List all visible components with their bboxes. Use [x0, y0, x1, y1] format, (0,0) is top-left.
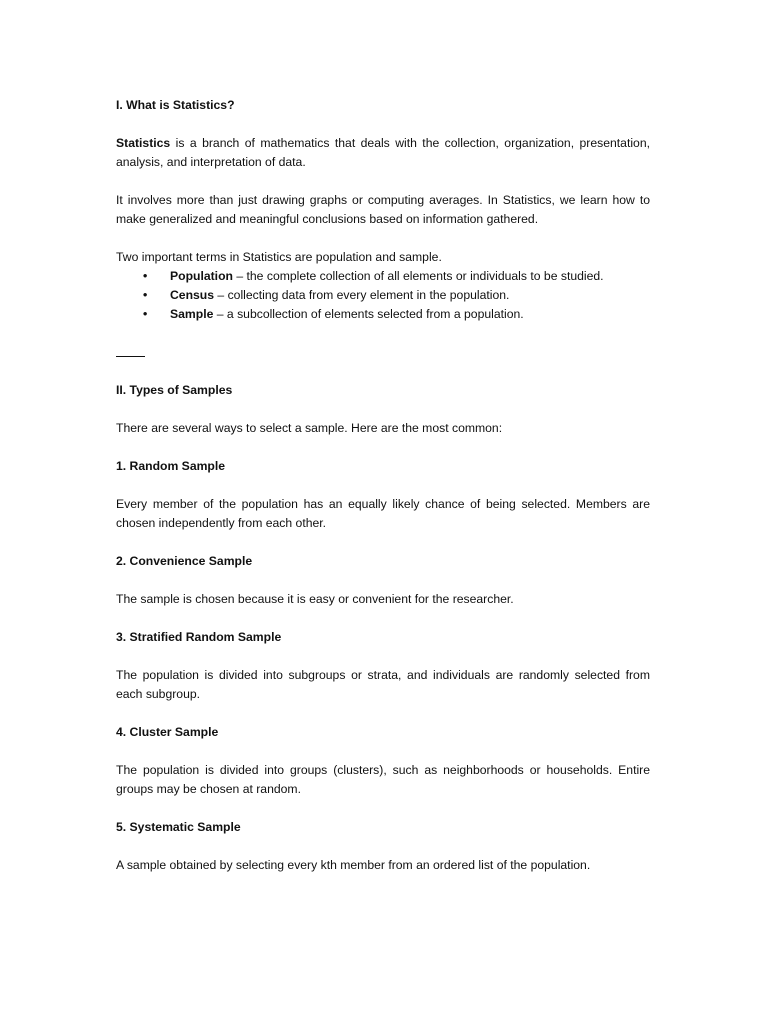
section-heading-types-of-samples: II. Types of Samples — [116, 383, 233, 397]
bullet-icon: • — [143, 269, 148, 283]
stratified-sample-description: The population is divided into subgroups or strata, and individuals are randomly selected from each subgroup. — [116, 668, 650, 701]
subheading-stratified-random-sample: 3. Stratified Random Sample — [116, 630, 282, 644]
convenience-sample-description: The sample is chosen because it is easy or convenient for the researcher. — [116, 592, 514, 606]
terms-intro: Two important terms in Statistics are population and sample. — [116, 250, 442, 264]
term-label: Population — [170, 269, 233, 283]
bullet-icon: • — [143, 307, 148, 321]
cluster-sample-description: The population is divided into groups (clusters), such as neighborhoods or households. Entire groups may be chosen at random. — [116, 763, 650, 796]
subheading-cluster-sample: 4. Cluster Sample — [116, 725, 219, 739]
term-text: – the complete collection of all elements or individuals to be studied. — [232, 269, 604, 283]
subheading-systematic-sample: 5. Systematic Sample — [116, 820, 241, 834]
definition-paragraph — [116, 134, 650, 172]
definition-text: is a branch of mathematics that deals with the collection, organization, presentation, analysis, and interpretation of data. — [116, 136, 650, 169]
bullet-icon: • — [143, 288, 148, 302]
terms-list — [116, 267, 650, 324]
term-text: – collecting data from every element in the population. — [214, 288, 510, 302]
term-text: – a subcollection of elements selected from a population. — [213, 307, 524, 321]
term-label: Sample — [170, 307, 214, 321]
section-divider — [116, 343, 650, 362]
term-label: Census — [170, 288, 215, 302]
systematic-sample-description: A sample obtained by selecting every kth member from an ordered list of the population. — [116, 858, 591, 872]
subheading-random-sample: 1. Random Sample — [116, 459, 226, 473]
explanation-paragraph: It involves more than just drawing graphs or computing averages. In Statistics, we learn how to make generalized and meaningful conclusions based on information gathered. — [116, 193, 650, 226]
list-item — [116, 286, 650, 305]
list-item — [116, 305, 650, 324]
section-heading-what-is-statistics: I. What is Statistics? — [116, 98, 235, 112]
subheading-convenience-sample: 2. Convenience Sample — [116, 554, 253, 568]
list-item — [116, 267, 650, 286]
definition-term: Statistics — [116, 136, 171, 150]
types-intro: There are several ways to select a sample. Here are the most common: — [116, 421, 503, 435]
random-sample-description: Every member of the population has an equally likely chance of being selected. Members are chosen independently from each other. — [116, 497, 650, 530]
document-page — [116, 96, 650, 875]
